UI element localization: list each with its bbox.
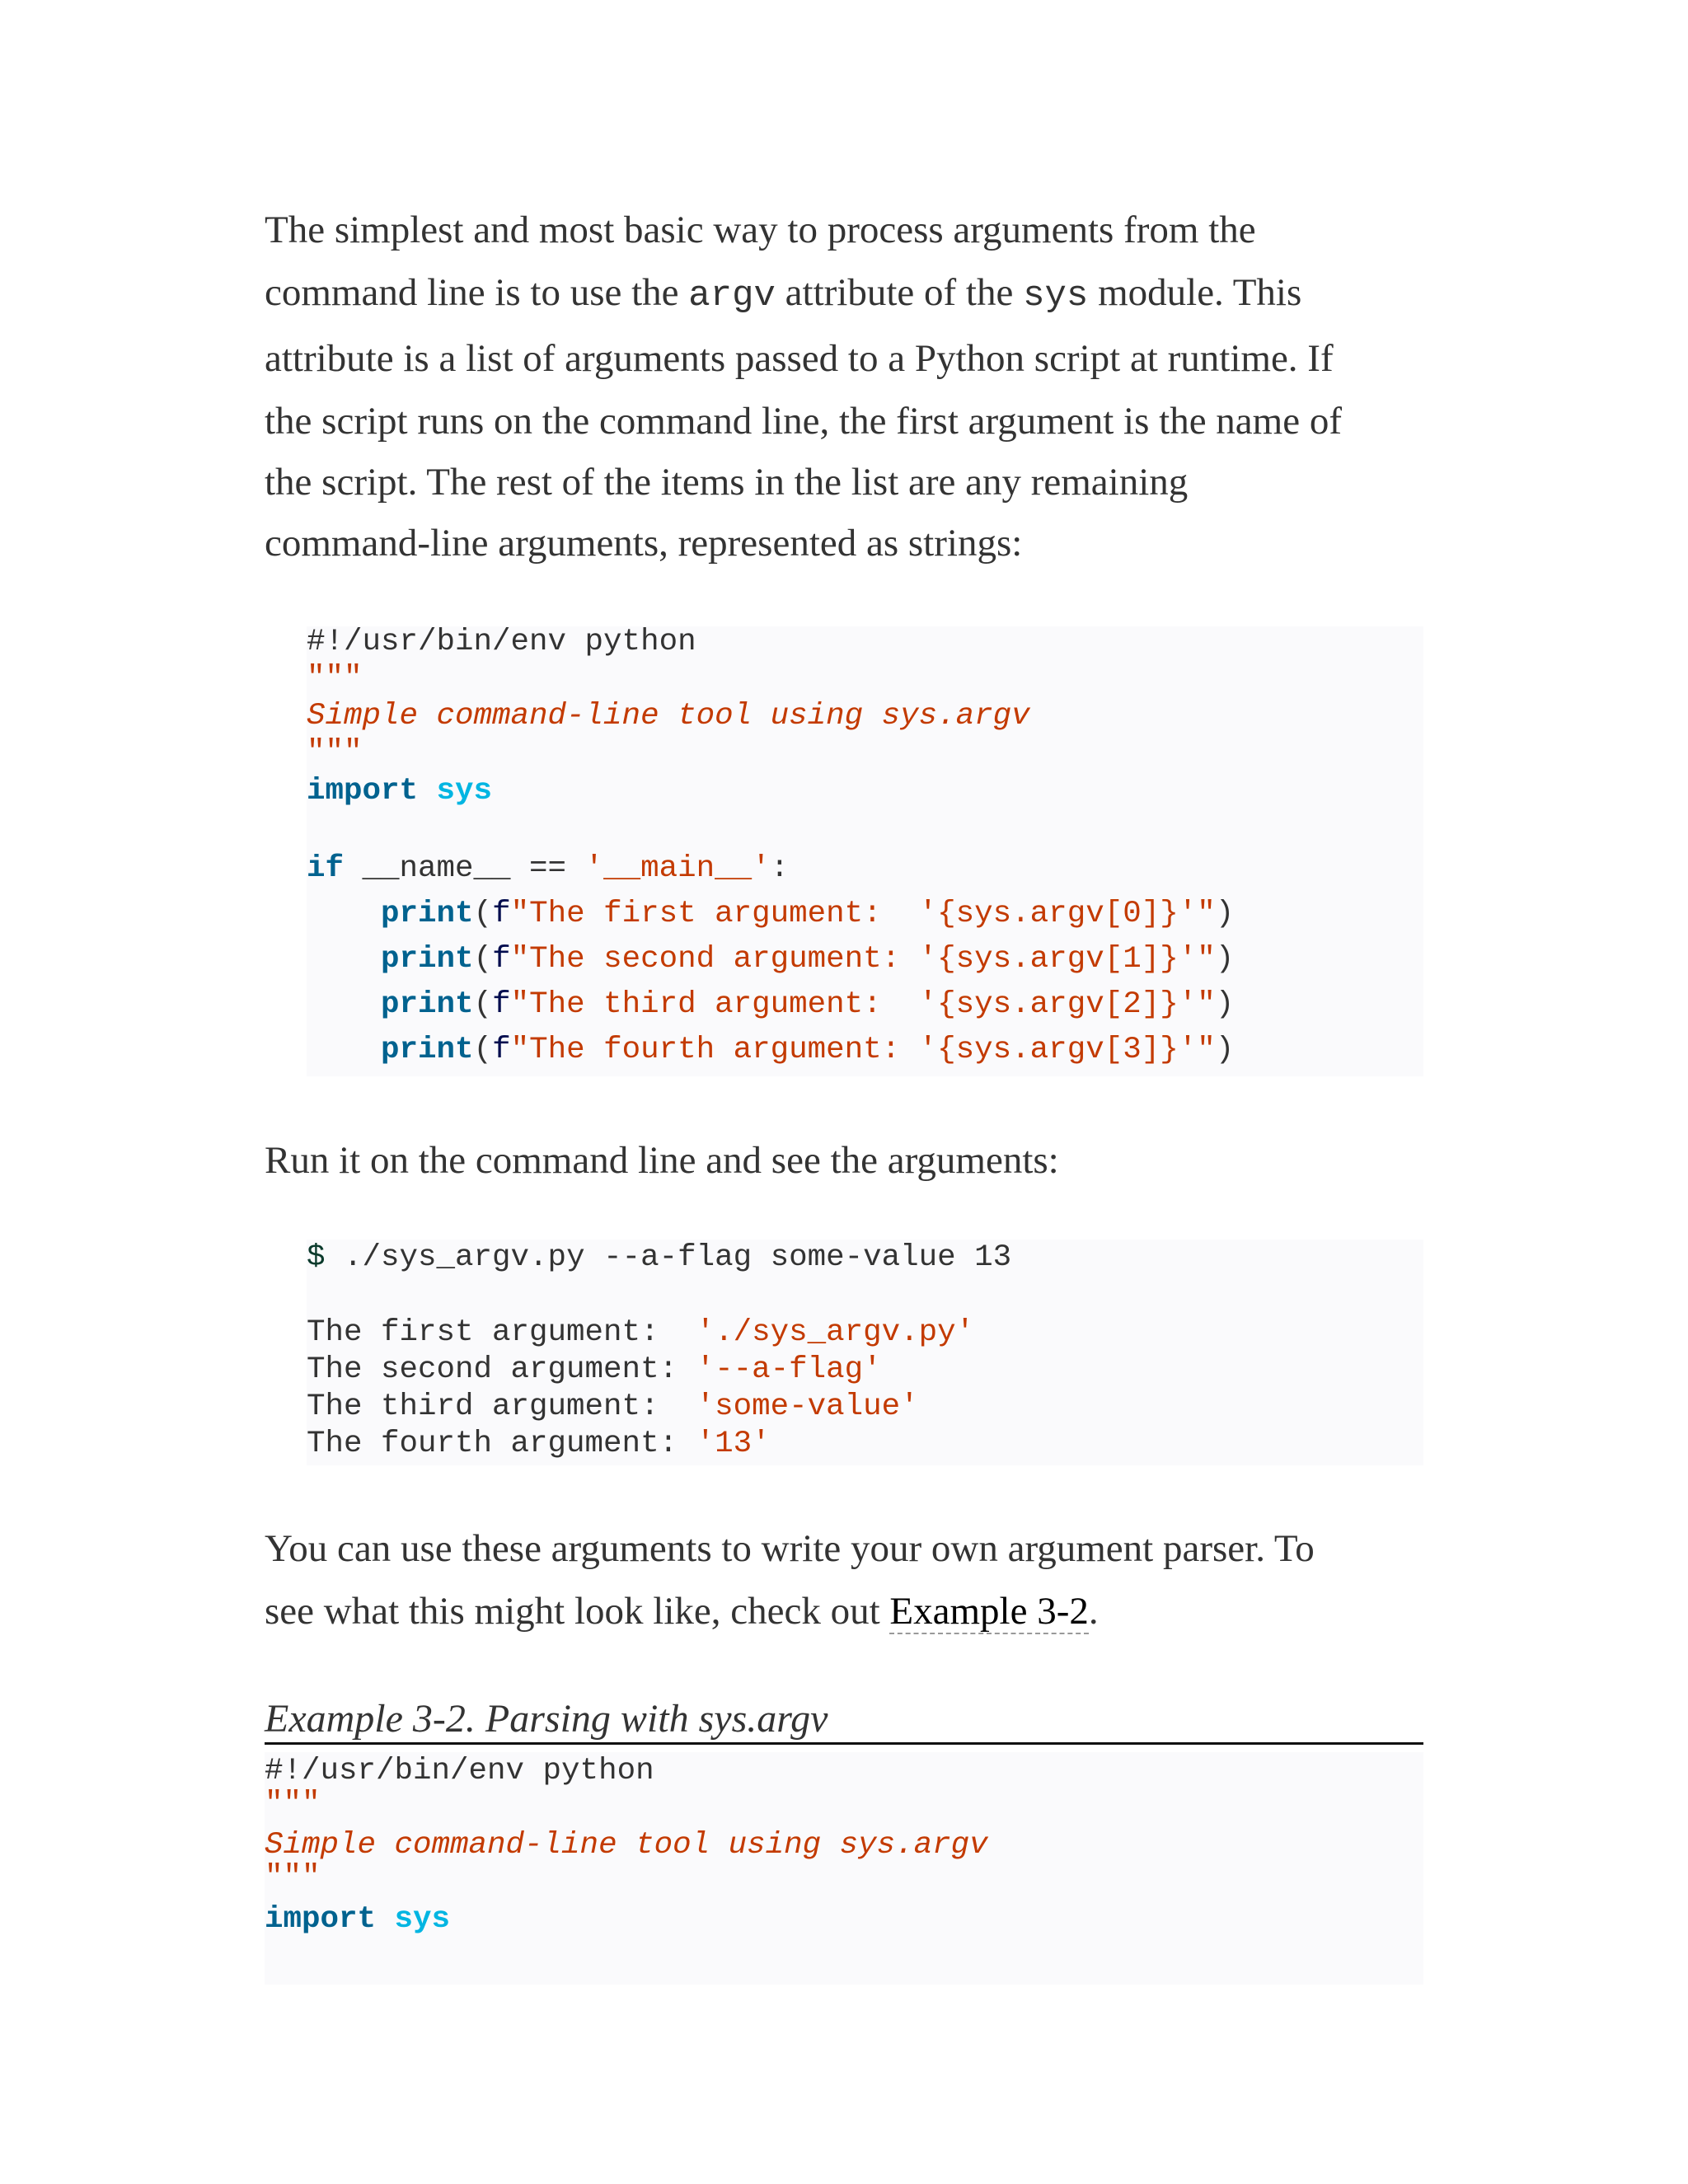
- paren: (: [473, 942, 493, 977]
- code: __name__ ==: [344, 851, 585, 886]
- output-line: [307, 1314, 974, 1352]
- indent: [307, 987, 381, 1022]
- builtin: print: [381, 1033, 474, 1067]
- text: see what this might look like, check out: [265, 1590, 890, 1633]
- indent: [307, 897, 381, 931]
- text-line: The simplest and most basic way to process arguments from the: [265, 209, 1256, 251]
- indent: [307, 1033, 381, 1067]
- code-line: """: [265, 1787, 321, 1821]
- code-line: [307, 850, 789, 888]
- keyword: import: [307, 774, 419, 808]
- builtin: print: [381, 987, 474, 1022]
- inline-code-sys: sys: [1023, 275, 1089, 316]
- fstring-prefix: f: [492, 942, 511, 977]
- builtin: print: [381, 942, 474, 977]
- module-name: sys: [436, 774, 493, 808]
- command: ./sys_argv.py --a-flag some-value 13: [325, 1240, 1012, 1275]
- output-label: The fourth argument:: [307, 1427, 696, 1461]
- string: "The third argument: '{sys.argv[2]}'": [510, 987, 1216, 1022]
- output-value: '--a-flag': [696, 1352, 882, 1387]
- output-label: The third argument:: [307, 1390, 696, 1424]
- code: :: [770, 851, 790, 886]
- text-line: [265, 261, 1301, 327]
- output-value: './sys_argv.py': [696, 1315, 975, 1350]
- fstring-prefix: f: [492, 987, 511, 1022]
- string: "The fourth argument: '{sys.argv[3]}'": [510, 1033, 1216, 1067]
- code-line: [307, 772, 492, 810]
- module-name: sys: [394, 1902, 451, 1937]
- code-line: #!/usr/bin/env python: [307, 625, 696, 659]
- builtin: print: [381, 897, 474, 931]
- string: "The second argument: '{sys.argv[1]}'": [510, 942, 1216, 977]
- fstring-prefix: f: [492, 1033, 511, 1067]
- keyword: if: [307, 851, 345, 886]
- output-value: 'some-value': [696, 1390, 919, 1424]
- print-line: [307, 1031, 1234, 1069]
- terminal-command-line: [307, 1239, 1011, 1277]
- code-line: """: [307, 661, 363, 696]
- text-line: attribute is a list of arguments passed to a Python script at runtime. If: [265, 337, 1334, 380]
- inline-code-argv: argv: [688, 275, 776, 316]
- paren: (: [473, 897, 493, 931]
- example-caption: Example 3-2. Parsing with sys.argv: [265, 1697, 828, 1741]
- output-value: '13': [696, 1427, 771, 1461]
- print-line: [307, 986, 1234, 1024]
- prompt: $: [307, 1240, 326, 1275]
- paren: (: [473, 987, 493, 1022]
- text-line: the script runs on the command line, the first argument is the name of: [265, 400, 1342, 443]
- caption-rule: [265, 1742, 1423, 1745]
- indent: [307, 942, 381, 977]
- paren: ): [1215, 1033, 1235, 1067]
- output-label: The second argument:: [307, 1352, 696, 1387]
- run-paragraph: Run it on the command line and see the arguments:: [265, 1139, 1059, 1182]
- code-line: """: [265, 1860, 321, 1895]
- string: "The first argument: '{sys.argv[0]}'": [510, 897, 1216, 931]
- paren: ): [1215, 987, 1235, 1022]
- text-line: the script. The rest of the items in the list are any remaining: [265, 461, 1189, 504]
- text: attribute of the: [775, 271, 1024, 314]
- paren: ): [1215, 942, 1235, 977]
- text-line: command-line arguments, represented as strings:: [265, 522, 1023, 565]
- output-line: [307, 1388, 919, 1426]
- code-line: #!/usr/bin/env python: [265, 1754, 654, 1788]
- output-label: The first argument:: [307, 1315, 696, 1350]
- print-line: [307, 940, 1234, 978]
- code-line: Simple command-line tool using sys.argv: [265, 1828, 988, 1863]
- string: '__main__': [584, 851, 771, 886]
- output-line: [307, 1425, 771, 1463]
- example-3-2-link[interactable]: Example 3-2: [889, 1590, 1089, 1633]
- code-line: """: [307, 735, 363, 770]
- text: .: [1088, 1590, 1099, 1633]
- text-line: [265, 1580, 1099, 1643]
- paren: (: [473, 1033, 493, 1067]
- text: command line is to use the: [265, 271, 689, 314]
- paren: ): [1215, 897, 1235, 931]
- keyword: import: [265, 1902, 377, 1937]
- text: module. This: [1088, 271, 1302, 314]
- text-line: You can use these arguments to write your own argument parser. To: [265, 1527, 1315, 1570]
- code-line: Simple command-line tool using sys.argv: [307, 699, 1030, 733]
- fstring-prefix: f: [492, 897, 511, 931]
- print-line: [307, 895, 1234, 933]
- output-line: [307, 1351, 882, 1389]
- code-line: [265, 1900, 450, 1938]
